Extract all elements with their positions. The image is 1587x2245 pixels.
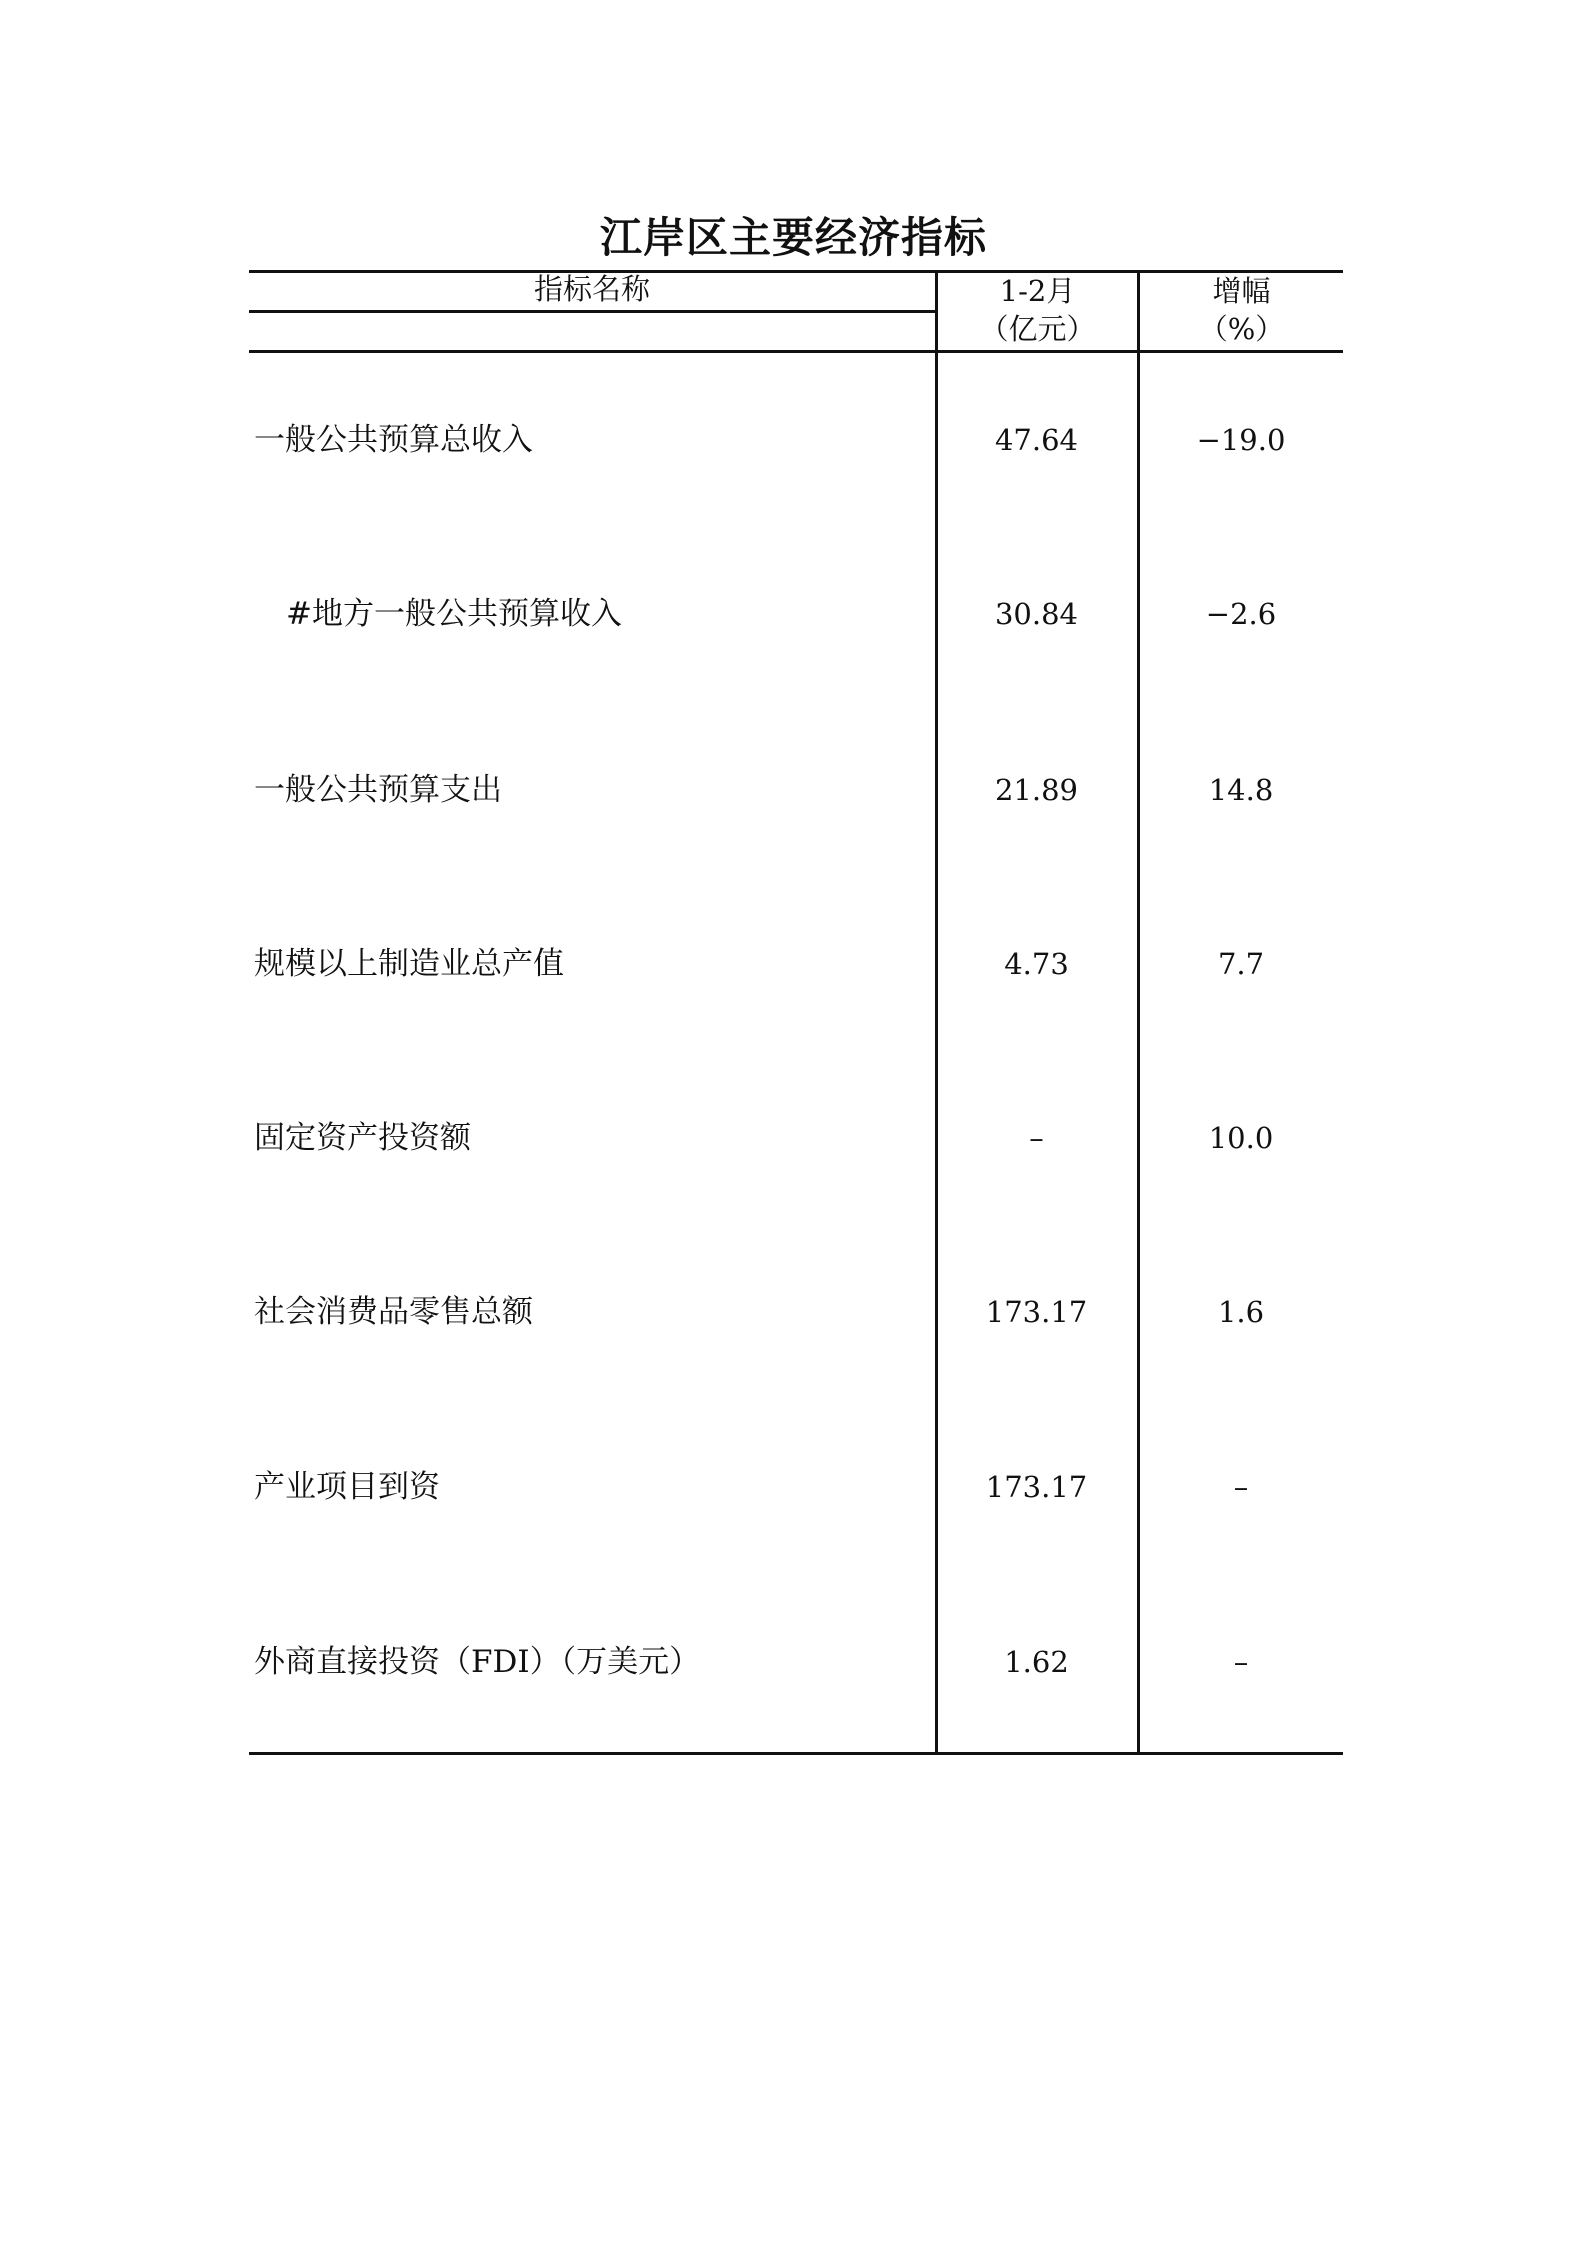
indicator-value: 173.17 — [985, 1295, 1088, 1329]
table-row — [249, 1632, 1343, 1692]
indicator-name: 社会消费品零售总额 — [254, 1294, 533, 1330]
table-row — [249, 1457, 1343, 1517]
indicator-value: 173.17 — [985, 1470, 1088, 1504]
header-rate-col-line2: （%） — [1198, 312, 1285, 346]
header-rate-col-line1: 增幅 — [1212, 274, 1271, 308]
indicator-value: 30.84 — [994, 597, 1079, 631]
indicator-growth: 10.0 — [1208, 1121, 1274, 1155]
indicator-growth: – — [1233, 1470, 1249, 1504]
header-name-col: 指标名称 — [533, 272, 650, 306]
value-column-divider — [935, 270, 938, 1755]
rate-column-divider — [1137, 270, 1140, 1755]
indicator-growth: −2.6 — [1205, 597, 1277, 631]
indicator-name: 一般公共预算总收入 — [254, 422, 533, 458]
indicator-name: 外商直接投资（FDI）（万美元） — [254, 1644, 701, 1680]
indicator-growth: 14.8 — [1208, 773, 1274, 807]
indicator-name: 产业项目到资 — [254, 1469, 440, 1505]
table-row — [249, 1282, 1343, 1342]
indicator-name: 规模以上制造业总产值 — [254, 946, 564, 982]
table-bottom-rule — [249, 1752, 1343, 1755]
page-title: 江岸区主要经济指标 — [599, 213, 987, 262]
table-row — [249, 1108, 1343, 1168]
indicator-growth: 1.6 — [1217, 1295, 1265, 1329]
header-value-col-line2: （亿元） — [979, 312, 1096, 346]
indicator-growth: – — [1233, 1645, 1249, 1679]
indicator-value: 47.64 — [994, 423, 1079, 457]
header-value-col-line1: 1-2月 — [999, 274, 1076, 308]
header-bottom-rule — [249, 350, 1343, 353]
indicator-value: 1.62 — [1004, 1645, 1069, 1679]
indicator-growth: 7.7 — [1217, 947, 1265, 981]
table-row — [249, 760, 1343, 820]
indicator-name: #地方一般公共预算收入 — [286, 596, 622, 632]
table-row — [249, 934, 1343, 994]
indicator-name: 一般公共预算支出 — [254, 772, 502, 808]
table-row — [249, 410, 1343, 470]
indicator-value: 21.89 — [994, 773, 1079, 807]
indicator-value: 4.73 — [1004, 947, 1069, 981]
header-inner-rule — [249, 310, 937, 313]
table-row — [249, 584, 1343, 644]
indicator-growth: −19.0 — [1196, 423, 1286, 457]
indicator-table — [249, 270, 1343, 1755]
indicator-name: 固定资产投资额 — [254, 1120, 471, 1156]
indicator-value: – — [1029, 1121, 1044, 1155]
